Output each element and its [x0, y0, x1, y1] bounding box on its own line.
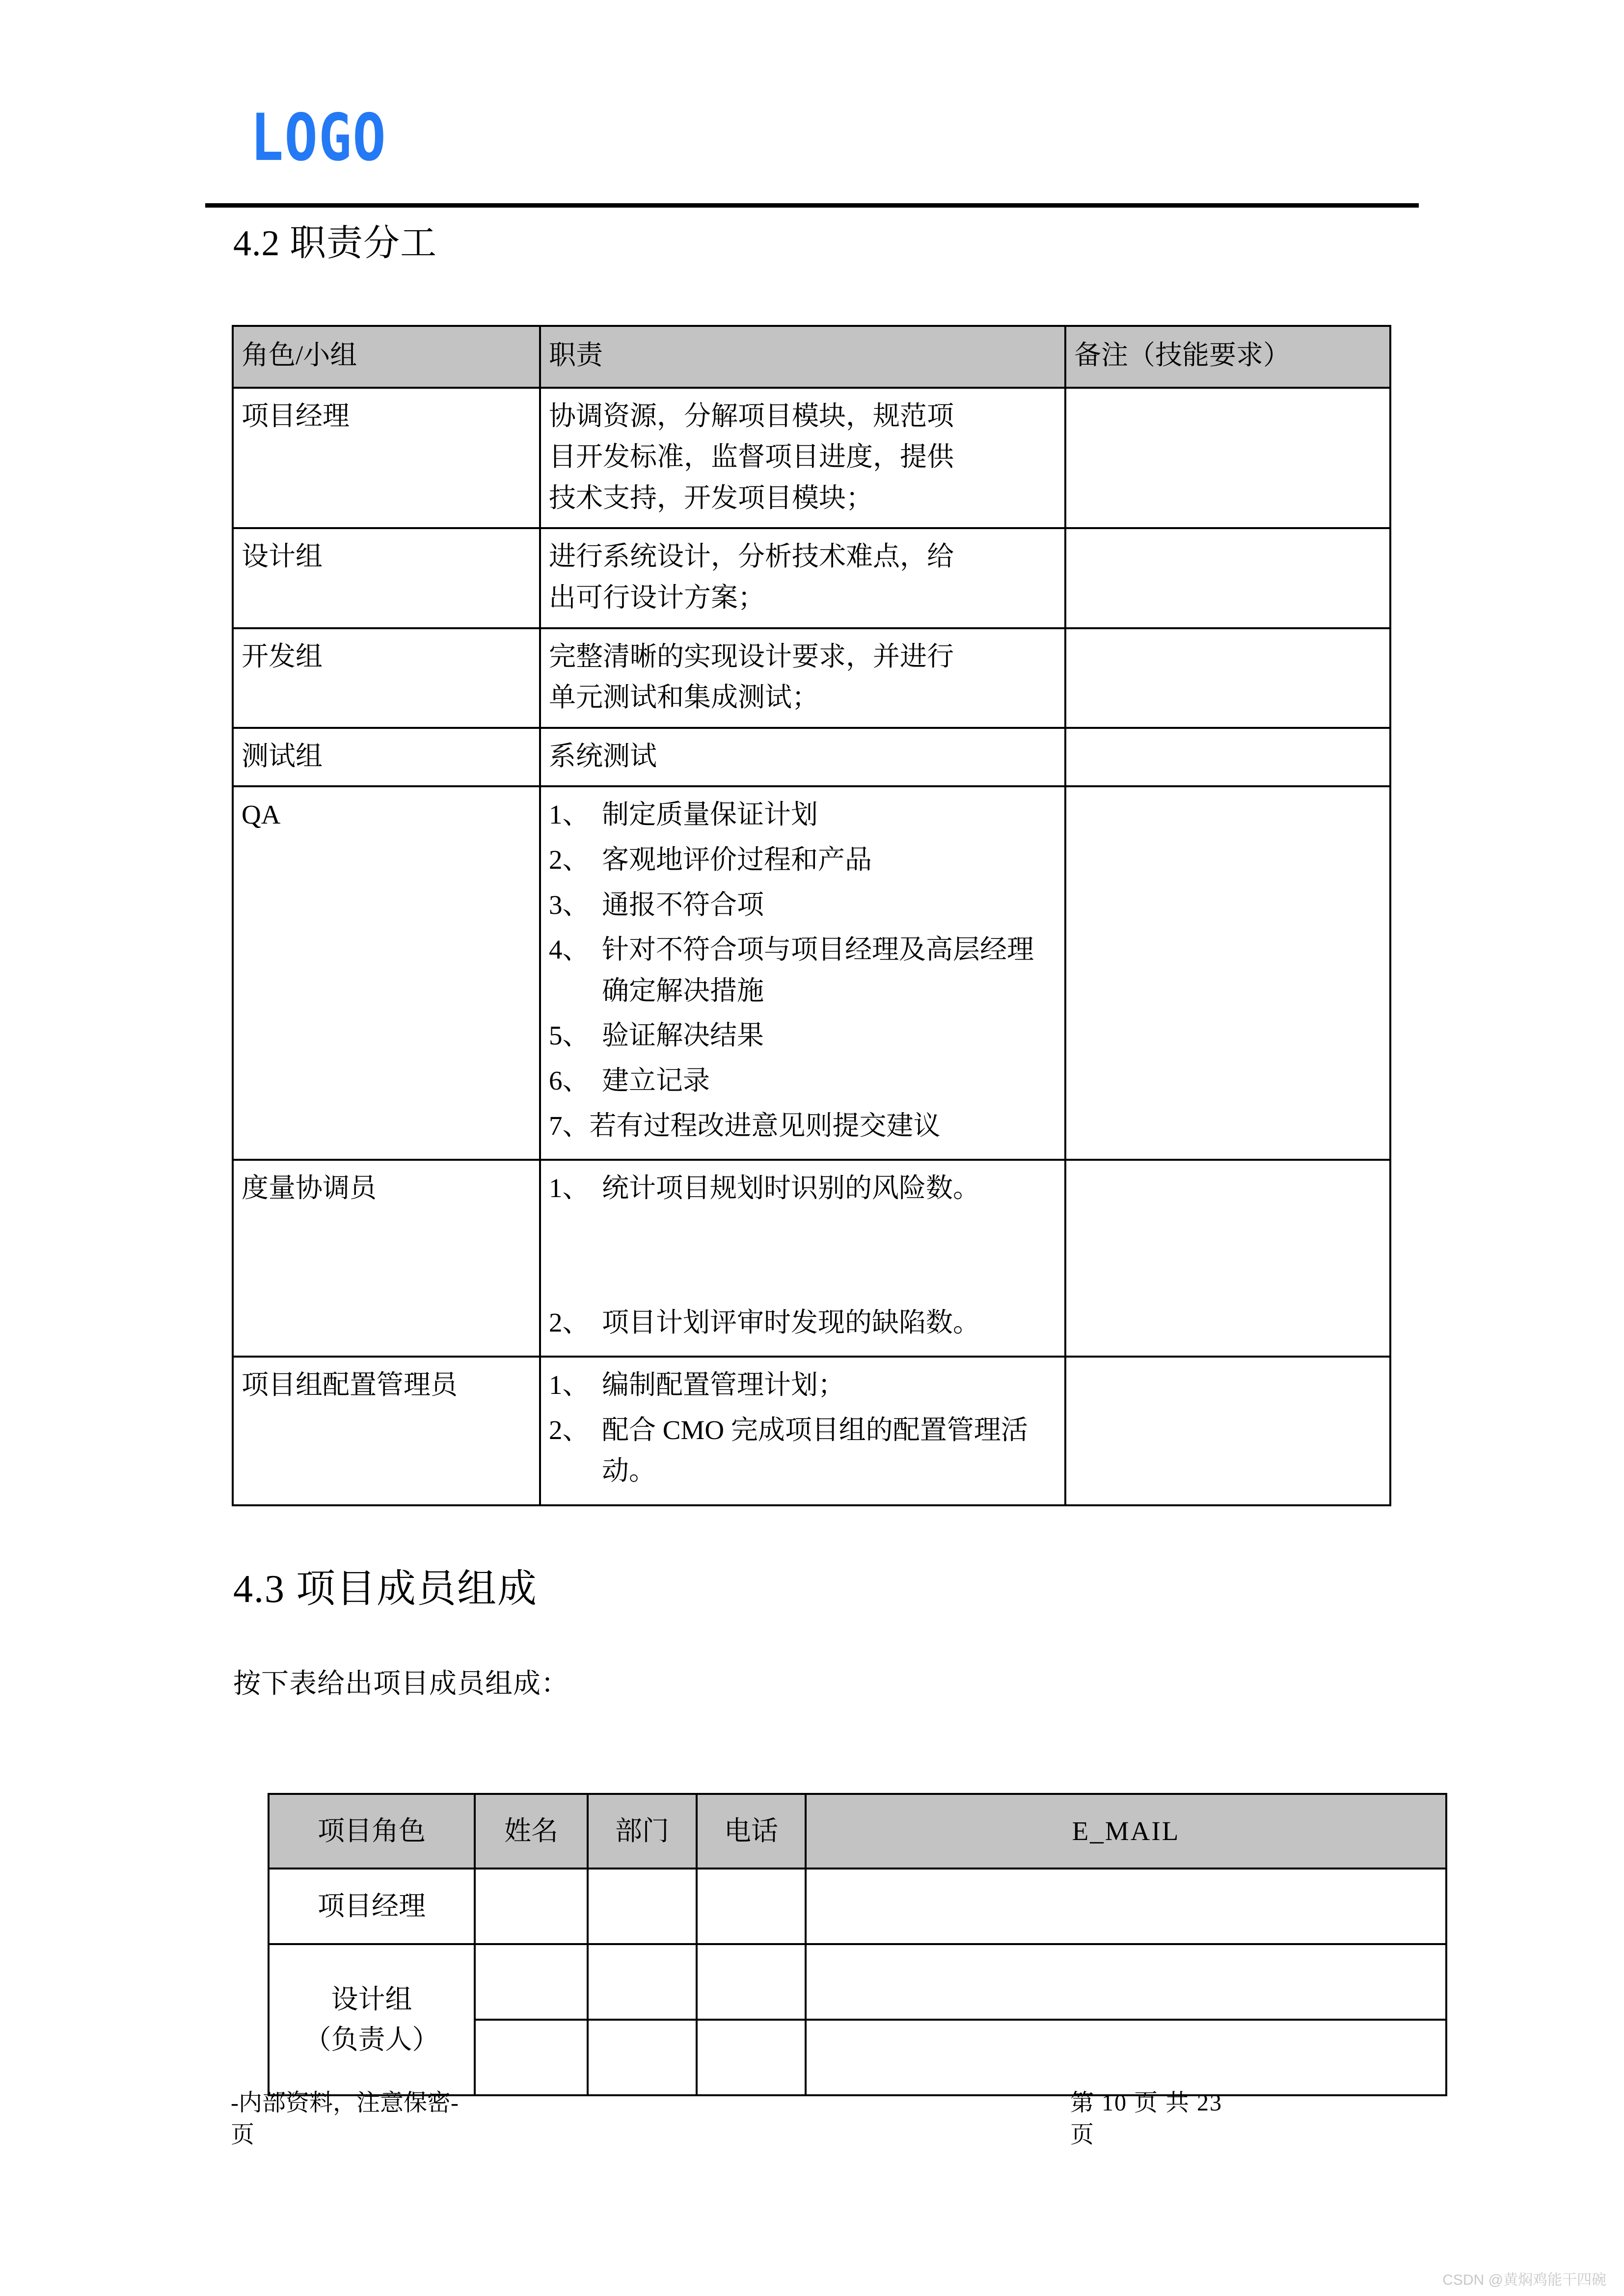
column-header-note: 备注（技能要求）	[1065, 326, 1390, 388]
column-header-project-role: 项目角色	[269, 1794, 475, 1869]
duty-list-item	[549, 884, 1056, 926]
list-number: 2、	[549, 844, 590, 875]
member-role-cell-merged	[269, 1944, 475, 2095]
list-text: 验证解决结果	[602, 1020, 764, 1051]
role-cell: 测试组	[233, 728, 540, 787]
duty-line: 出可行设计方案；	[549, 582, 765, 613]
roles-responsibilities-table	[232, 325, 1391, 1506]
column-header-email: E_MAIL	[806, 1794, 1446, 1869]
list-text: 编制配置管理计划；	[602, 1370, 845, 1400]
member-name-cell[interactable]	[475, 2020, 588, 2095]
list-text: 针对不符合项与项目经理及高层经理确定解决措施	[602, 934, 1034, 1006]
section-heading-4-3: 4.3 项目成员组成	[233, 1568, 538, 1611]
duty-line: 目开发标准，监督项目进度，提供	[549, 442, 954, 472]
duty-line: 完整清晰的实现设计要求，并进行	[549, 641, 954, 671]
role-cell: QA	[233, 786, 540, 1160]
member-email-cell[interactable]	[806, 2020, 1446, 2095]
member-email-cell[interactable]	[806, 1869, 1446, 1944]
list-text: 统计项目规划时识别的风险数。	[602, 1173, 980, 1203]
member-tel-cell[interactable]	[697, 2020, 806, 2095]
list-text: 建立记录	[602, 1065, 710, 1095]
list-number: 6、	[549, 1065, 590, 1095]
member-dept-cell[interactable]	[588, 1869, 697, 1944]
duty-list-item	[549, 1015, 1056, 1056]
role-cell: 度量协调员	[233, 1160, 540, 1357]
note-cell	[1065, 1357, 1390, 1505]
role-cell: 项目经理	[233, 388, 540, 529]
list-number: 1、	[549, 800, 590, 830]
list-number: 2、	[549, 1307, 590, 1337]
table-row	[269, 1944, 1446, 2020]
note-cell	[1065, 528, 1390, 628]
table-row	[233, 388, 1390, 529]
member-dept-cell[interactable]	[588, 1944, 697, 2020]
duty-list-item	[549, 1168, 1056, 1209]
member-tel-cell[interactable]	[697, 1869, 806, 1944]
list-number: 2、	[549, 1415, 590, 1445]
table-row	[233, 728, 1390, 787]
member-role-line: 设计组	[331, 1984, 412, 2014]
duty-cell	[540, 528, 1065, 628]
csdn-watermark: CSDN @黄焖鸡能干四碗	[1442, 2272, 1606, 2288]
duty-cell	[540, 388, 1065, 529]
duty-list-item	[549, 929, 1056, 1011]
list-text: 配合 CMO 完成项目组的配置管理活动。	[602, 1415, 1028, 1486]
table-row	[269, 1869, 1446, 1944]
list-text: 客观地评价过程和产品	[602, 844, 872, 875]
list-number: 3、	[549, 889, 590, 920]
duty-list-item	[549, 794, 1056, 835]
list-text: 制定质量保证计划	[602, 800, 818, 830]
duty-line: 进行系统设计，分析技术难点，给	[549, 541, 954, 572]
duty-numbered-list	[549, 1364, 1056, 1492]
duty-line: 技术支持，开发项目模块；	[549, 482, 873, 513]
footer-page-number	[1070, 2087, 1345, 2151]
member-role-cell: 项目经理	[269, 1869, 475, 1944]
duty-numbered-list	[549, 1168, 1056, 1343]
duty-list-item	[549, 1302, 1056, 1343]
member-email-cell[interactable]	[806, 1944, 1446, 2020]
footer-confidentiality-notice	[231, 2087, 673, 2151]
duty-list-item	[549, 1410, 1056, 1492]
member-tel-cell[interactable]	[697, 1944, 806, 2020]
note-cell	[1065, 388, 1390, 529]
role-cell: 开发组	[233, 628, 540, 728]
table-row	[233, 1357, 1390, 1505]
note-cell	[1065, 728, 1390, 787]
section-4-3-intro-paragraph: 按下表给出项目成员组成：	[233, 1669, 569, 1699]
duty-cell	[540, 728, 1065, 787]
duty-list-item: 7、若有过程改进意见则提交建议	[549, 1110, 941, 1141]
duty-list-item	[549, 1060, 1056, 1101]
member-name-cell[interactable]	[475, 1869, 588, 1944]
member-name-cell[interactable]	[475, 1944, 588, 2020]
role-cell: 设计组	[233, 528, 540, 628]
column-header-name: 姓名	[475, 1794, 588, 1869]
duty-cell	[540, 1160, 1065, 1357]
list-number: 4、	[549, 934, 590, 965]
footer-right-line-1: 第 10 页 共 23	[1070, 2090, 1223, 2116]
duty-cell	[540, 786, 1065, 1160]
column-header-duty: 职责	[540, 326, 1065, 388]
footer-right-line-2: 页	[1070, 2121, 1095, 2148]
duty-line: 系统测试	[549, 741, 657, 771]
table-row	[233, 528, 1390, 628]
member-dept-cell[interactable]	[588, 2020, 697, 2095]
note-cell	[1065, 628, 1390, 728]
role-cell: 项目组配置管理员	[233, 1357, 540, 1505]
list-number: 1、	[549, 1173, 590, 1203]
company-logo: LOGO	[250, 100, 387, 176]
table-header-row	[269, 1794, 1446, 1869]
table-row	[233, 628, 1390, 728]
list-text: 通报不符合项	[602, 889, 764, 920]
document-header	[205, 100, 1419, 176]
table-row	[233, 1160, 1390, 1357]
table-header-row	[233, 326, 1390, 388]
footer-left-line-2: 页	[231, 2121, 255, 2148]
table-row	[233, 786, 1390, 1160]
duty-line: 协调资源，分解项目模块，规范项	[549, 400, 954, 431]
footer-left-line-1: -内部资料，注意保密-	[231, 2090, 459, 2116]
duty-list-item	[549, 1364, 1056, 1406]
duty-cell	[540, 1357, 1065, 1505]
note-cell	[1065, 1160, 1390, 1357]
section-heading-4-2: 4.2 职责分工	[233, 223, 437, 264]
duty-numbered-list	[549, 794, 1056, 1146]
duty-cell	[540, 628, 1065, 728]
member-role-subline: （负责人）	[304, 2025, 439, 2055]
project-members-table	[268, 1793, 1447, 2096]
duty-line: 单元测试和集成测试；	[549, 682, 819, 713]
list-number: 1、	[549, 1370, 590, 1400]
column-header-role: 角色/小组	[233, 326, 540, 388]
header-divider-rule	[205, 203, 1419, 208]
list-text: 项目计划评审时发现的缺陷数。	[602, 1307, 980, 1337]
column-header-department: 部门	[588, 1794, 697, 1869]
note-cell	[1065, 786, 1390, 1160]
duty-list-item	[549, 839, 1056, 881]
column-header-phone: 电话	[697, 1794, 806, 1869]
list-number: 5、	[549, 1020, 590, 1051]
